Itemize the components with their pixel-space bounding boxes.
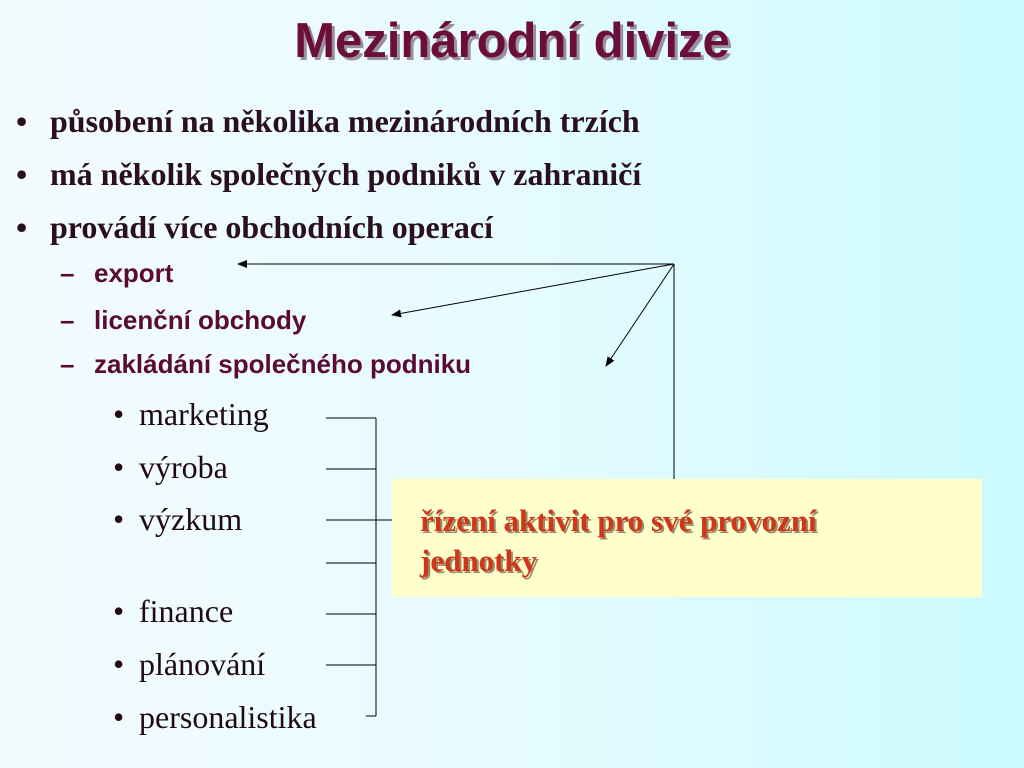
activity-text: personalistika bbox=[139, 699, 317, 735]
arrow-to-licensing bbox=[392, 264, 674, 315]
sub-bullet-text: licenční obchody bbox=[94, 305, 307, 335]
bullet-text: působení na několika mezinárodních trzích bbox=[50, 103, 640, 139]
bullet-marker: • bbox=[113, 699, 125, 735]
bullet-marker: • bbox=[113, 646, 125, 682]
bullet-marker: • bbox=[16, 156, 28, 192]
bullet-marker: • bbox=[113, 501, 125, 537]
dash-marker: – bbox=[60, 258, 75, 288]
activity-text: plánování bbox=[139, 646, 266, 682]
slide-title: Mezinárodní divize bbox=[294, 14, 730, 68]
callout-text: řízení aktivit pro své provozní jednotky bbox=[420, 503, 817, 578]
activity-text: finance bbox=[139, 593, 234, 629]
dash-marker: – bbox=[60, 305, 75, 335]
bullet-marker: • bbox=[113, 449, 125, 485]
bullet-text: má několik společných podniků v zahraničí bbox=[50, 156, 642, 192]
bullet-marker: • bbox=[16, 103, 28, 139]
sub-bullet-text: zakládání společného podniku bbox=[94, 349, 472, 379]
bullet-text: provádí více obchodních operací bbox=[50, 209, 493, 245]
sub-bullet-text: export bbox=[94, 258, 174, 288]
activity-text: marketing bbox=[139, 396, 269, 432]
arrow-to-joint-venture bbox=[606, 264, 674, 366]
dash-marker: – bbox=[60, 349, 75, 379]
activity-text: výroba bbox=[139, 449, 228, 485]
bullet-marker: • bbox=[113, 396, 125, 432]
activity-text: výzkum bbox=[139, 501, 243, 537]
bullet-marker: • bbox=[16, 209, 28, 245]
bullet-marker: • bbox=[113, 593, 125, 629]
